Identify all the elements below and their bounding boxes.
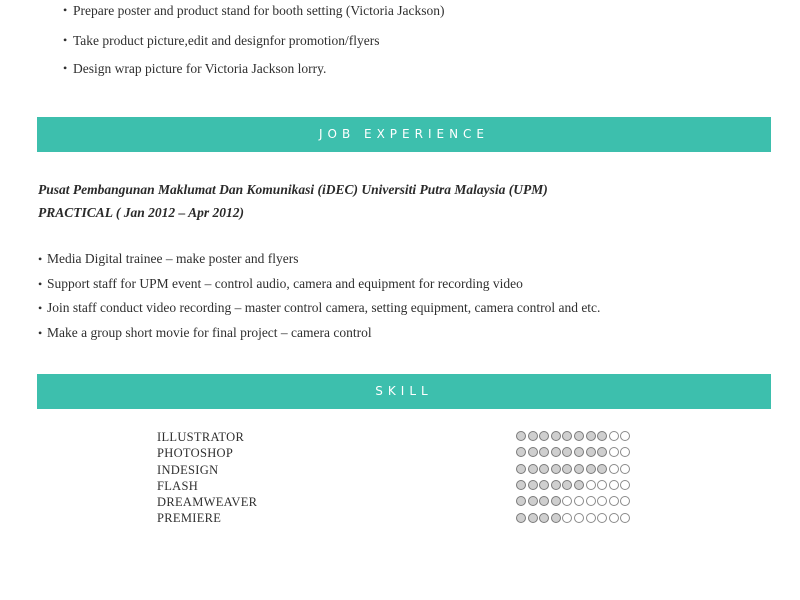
skill-name: ILLUSTRATOR <box>157 430 245 444</box>
rating-dot-empty <box>586 480 596 490</box>
rating-dot-filled <box>562 431 572 441</box>
list-item: • Support staff for UPM event – control audio, camera and equipment for recording video <box>38 272 600 297</box>
skill-rating-row <box>516 509 656 525</box>
rating-dot-filled <box>528 431 538 441</box>
rating-dot-filled <box>551 431 561 441</box>
skill-rating-row <box>516 493 656 509</box>
rating-dot-empty <box>609 513 619 523</box>
rating-dot-filled <box>551 480 561 490</box>
rating-dot-filled <box>516 480 526 490</box>
rating-dot-filled <box>516 513 526 523</box>
rating-dot-filled <box>586 464 596 474</box>
rating-dot-filled <box>539 464 549 474</box>
rating-dot-empty <box>586 513 596 523</box>
skill-rating-row <box>516 428 656 444</box>
skill-rating-dots <box>516 428 656 526</box>
rating-dot-filled <box>597 431 607 441</box>
rating-dot-filled <box>539 513 549 523</box>
rating-dot-empty <box>574 513 584 523</box>
list-item: • Media Digital trainee – make poster and flyers <box>38 247 600 272</box>
job-role: PRACTICAL ( Jan 2012 – Apr 2012) <box>38 205 245 220</box>
rating-dot-filled <box>528 464 538 474</box>
rating-dot-empty <box>597 480 607 490</box>
rating-dot-filled <box>574 447 584 457</box>
rating-dot-filled <box>597 447 607 457</box>
job-duties-list <box>38 247 600 345</box>
rating-dot-filled <box>551 513 561 523</box>
rating-dot-filled <box>516 496 526 506</box>
rating-dot-filled <box>528 513 538 523</box>
rating-dot-empty <box>586 496 596 506</box>
rating-dot-filled <box>586 447 596 457</box>
skill-name: PHOTOSHOP <box>157 446 234 461</box>
rating-dot-filled <box>551 464 561 474</box>
skill-heading: SKILL <box>37 374 771 409</box>
rating-dot-empty <box>562 496 572 506</box>
rating-dot-filled <box>528 447 538 457</box>
rating-dot-filled <box>539 496 549 506</box>
rating-dot-filled <box>562 447 572 457</box>
list-item: • Join staff conduct video recording – master control camera, setting equipment, camera control and etc. <box>38 296 600 321</box>
rating-dot-empty <box>620 513 630 523</box>
list-item: • Take product picture,edit and designfor promotion/flyers <box>63 34 444 48</box>
rating-dot-filled <box>528 480 538 490</box>
skill-name: DREAMWEAVER <box>157 495 258 510</box>
rating-dot-filled <box>562 464 572 474</box>
previous-duties-list <box>63 4 444 76</box>
rating-dot-empty <box>609 464 619 474</box>
skill-name: PREMIERE <box>157 511 222 526</box>
rating-dot-filled <box>551 447 561 457</box>
rating-dot-filled <box>574 431 584 441</box>
rating-dot-empty <box>597 496 607 506</box>
rating-dot-empty <box>609 496 619 506</box>
job-experience-heading: JOB EXPERIENCE <box>37 117 771 152</box>
rating-dot-filled <box>586 431 596 441</box>
rating-dot-empty <box>620 464 630 474</box>
rating-dot-empty <box>620 447 630 457</box>
rating-dot-filled <box>539 480 549 490</box>
rating-dot-filled <box>597 464 607 474</box>
rating-dot-filled <box>562 480 572 490</box>
list-item: • Prepare poster and product stand for booth setting (Victoria Jackson) <box>63 4 444 18</box>
rating-dot-filled <box>539 431 549 441</box>
rating-dot-filled <box>516 447 526 457</box>
rating-dot-filled <box>516 431 526 441</box>
rating-dot-filled <box>516 464 526 474</box>
rating-dot-empty <box>620 480 630 490</box>
rating-dot-empty <box>597 513 607 523</box>
rating-dot-empty <box>609 480 619 490</box>
rating-dot-filled <box>528 496 538 506</box>
list-item: • Make a group short movie for final project – camera control <box>38 321 600 346</box>
rating-dot-empty <box>609 447 619 457</box>
skill-name: INDESIGN <box>157 462 219 477</box>
skill-names-list <box>157 429 257 527</box>
rating-dot-empty <box>620 431 630 441</box>
rating-dot-filled <box>551 496 561 506</box>
rating-dot-empty <box>562 513 572 523</box>
skill-rating-row <box>516 477 656 493</box>
skill-rating-row <box>516 461 656 477</box>
rating-dot-filled <box>574 464 584 474</box>
rating-dot-empty <box>609 431 619 441</box>
job-organization: Pusat Pembangunan Maklumat Dan Komunikasi (iDEC) Universiti Putra Malaysia (UPM) <box>38 182 548 197</box>
rating-dot-filled <box>574 480 584 490</box>
skill-rating-row <box>516 444 656 460</box>
rating-dot-empty <box>620 496 630 506</box>
rating-dot-empty <box>574 496 584 506</box>
list-item: • Design wrap picture for Victoria Jackson lorry. <box>63 62 444 76</box>
skill-name: FLASH <box>157 478 199 493</box>
rating-dot-filled <box>539 447 549 457</box>
